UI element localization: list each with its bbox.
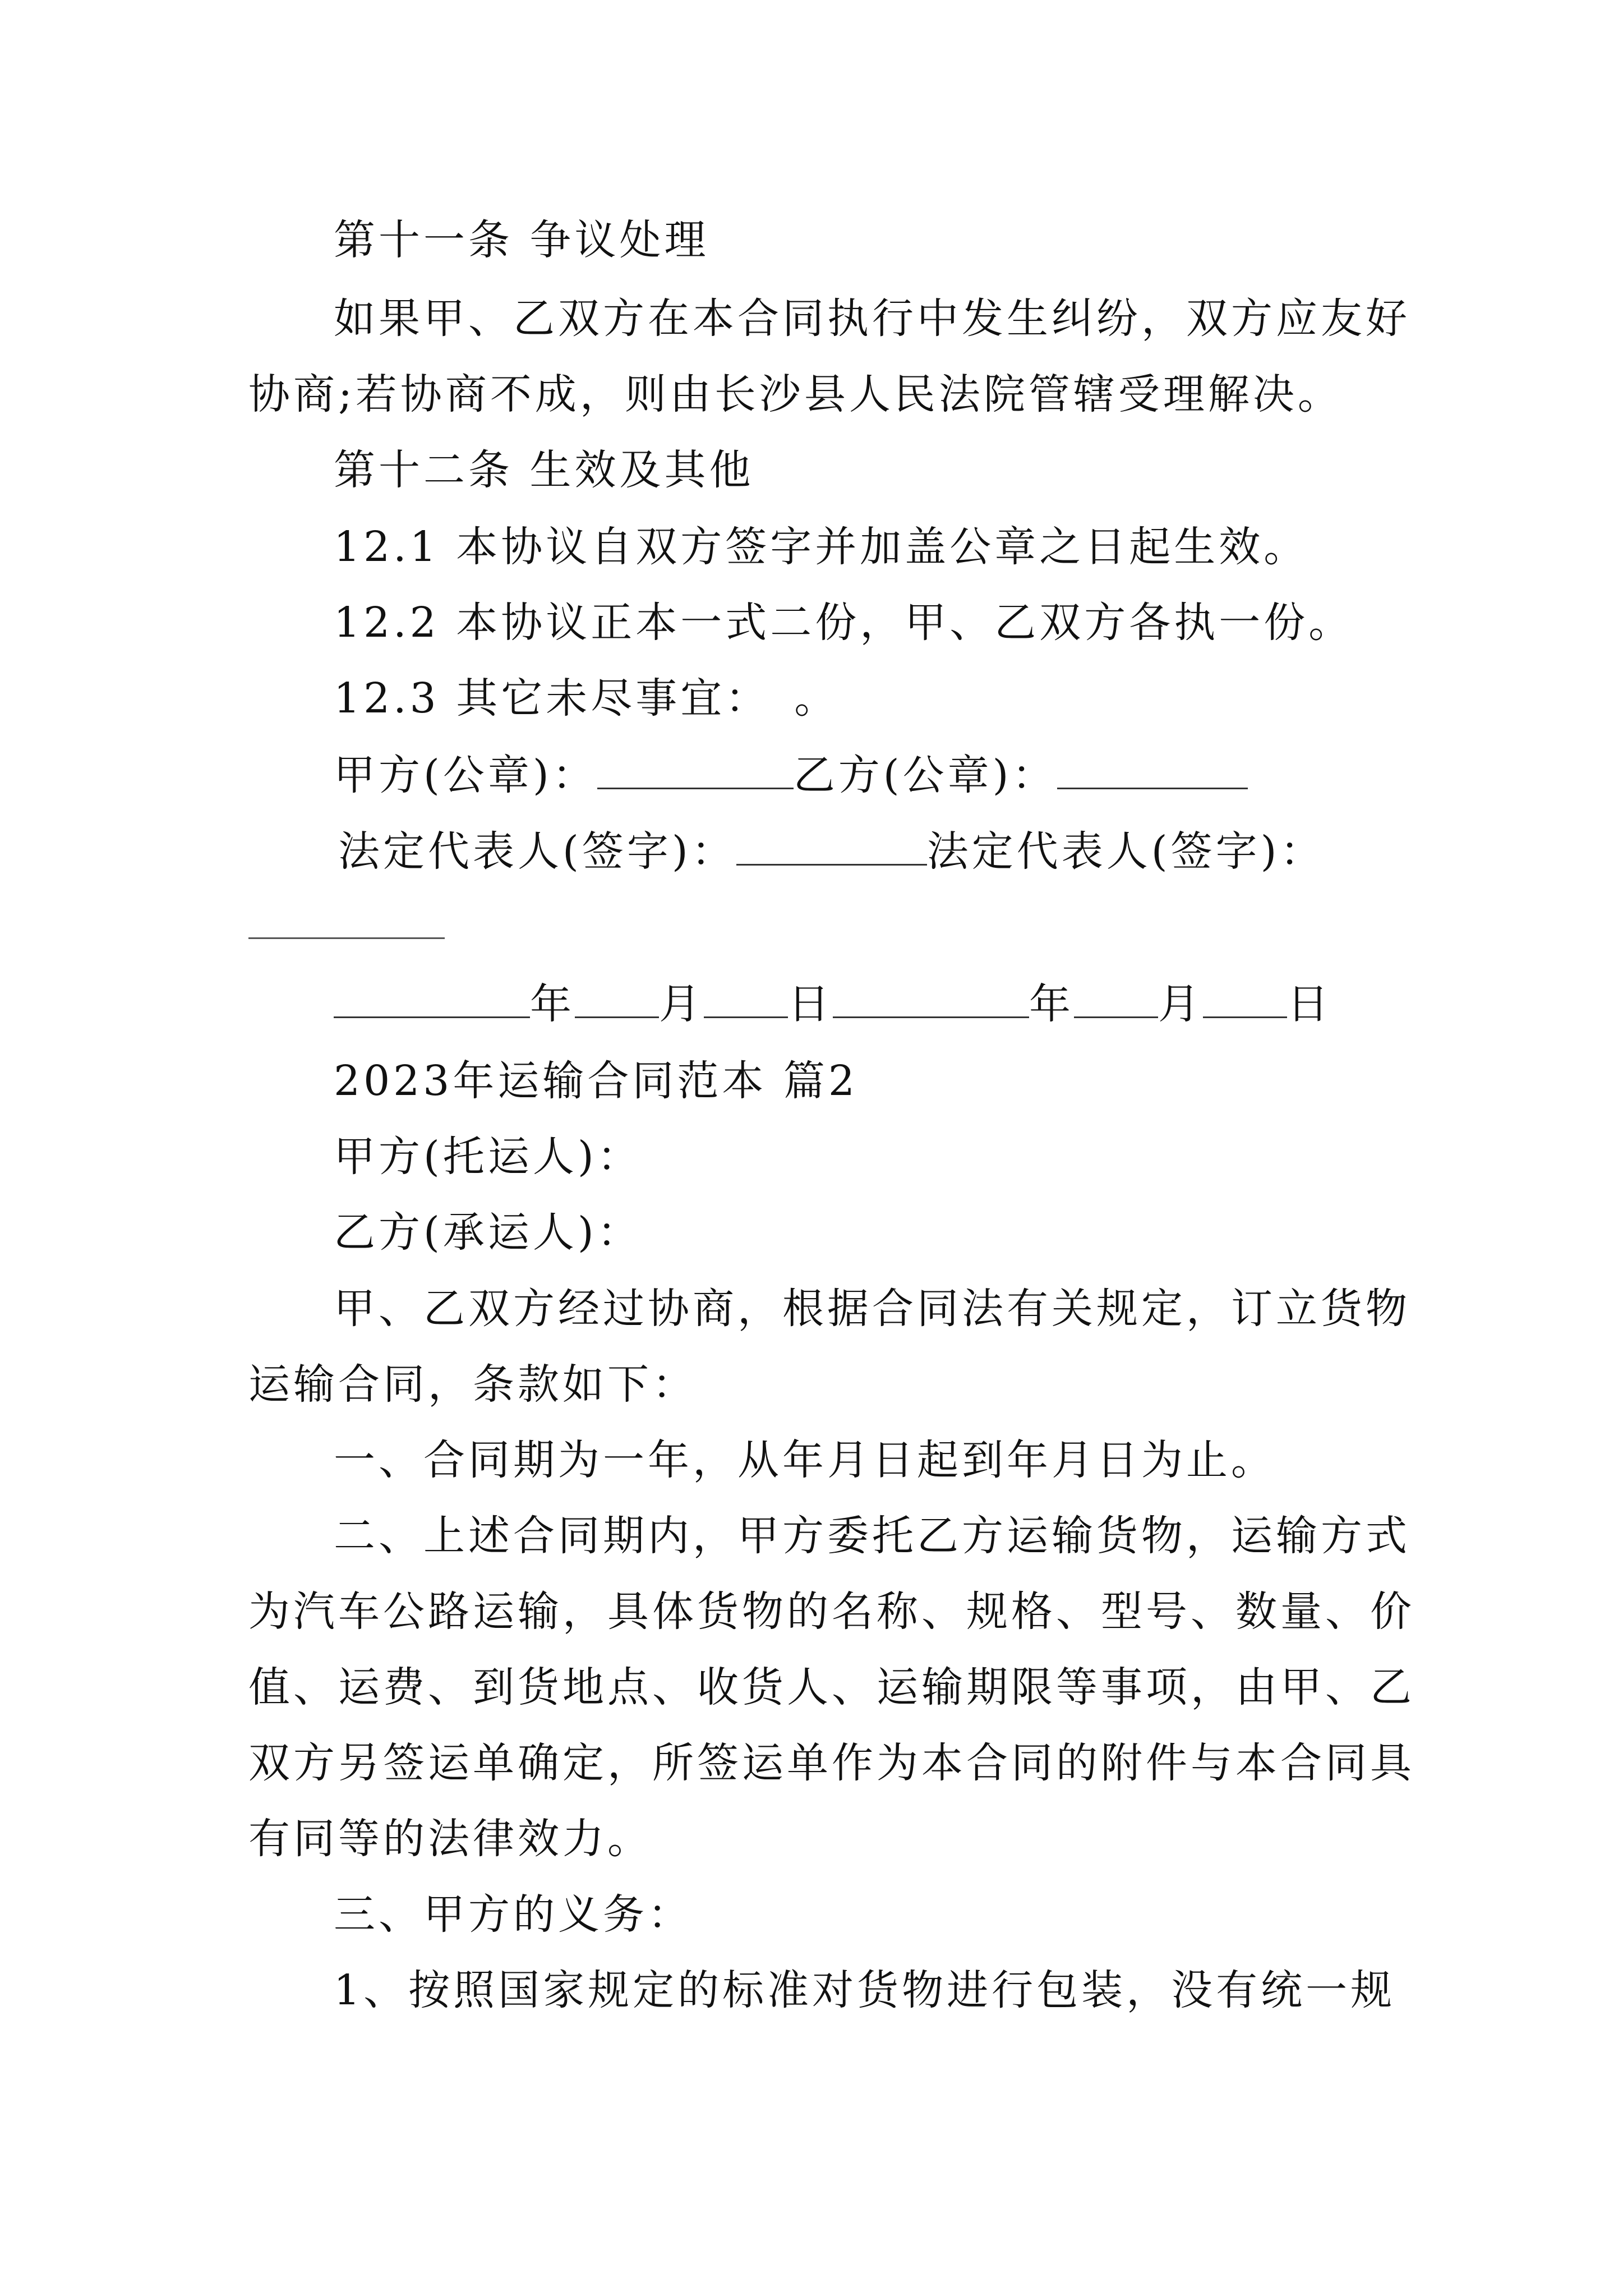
intro-line-2: 运输合同，条款如下： — [248, 1360, 697, 1409]
article-12-1: 12.1 本协议自双方签字并加盖公章之日起生效。 — [334, 523, 1309, 571]
clause-3-item-1: 1、按照国家规定的标准对货物进行包装，没有统一规 — [334, 1966, 1396, 2014]
year-a-blank — [334, 977, 530, 1018]
clause-3-heading: 三、甲方的义务： — [334, 1890, 693, 1939]
year-b-blank — [833, 977, 1029, 1018]
article-11-paragraph-line-2: 协商;若协商不成，则由长沙县人民法院管辖受理解决。 — [248, 370, 1343, 418]
party-b-seal-blank — [1057, 748, 1248, 789]
seal-signature-line — [334, 747, 1382, 803]
month-b-blank — [1074, 977, 1158, 1018]
day-a-blank — [704, 977, 788, 1018]
article-12-3: 12.3 其它未尽事宜： 。 — [334, 674, 840, 723]
rep-a-blank — [736, 825, 927, 866]
rep-a-label: 法定代表人(签字)： — [338, 827, 736, 876]
intro-line-1: 甲、乙双方经过协商，根据合同法有关规定，订立货物 — [334, 1285, 1410, 1333]
party-b-carrier: 乙方(承运人)： — [334, 1208, 642, 1257]
clause-2-line-4: 双方另签运单确定，所签运单作为本合同的附件与本合同具 — [248, 1739, 1415, 1787]
clause-2-line-3: 值、运费、到货地点、收货人、运输期限等事项，由甲、乙 — [248, 1663, 1415, 1711]
year-b-label: 年 — [1029, 980, 1074, 1028]
article-12-heading: 第十二条 生效及其他 — [334, 446, 754, 494]
party-a-seal-blank — [597, 748, 794, 789]
month-a-label: 月 — [659, 980, 704, 1028]
date-line — [334, 976, 1382, 1032]
article-11-heading: 第十一条 争议处理 — [334, 216, 709, 264]
month-a-blank — [575, 977, 659, 1018]
article-12-2: 12.2 本协议正本一式二份，甲、乙双方各执一份。 — [334, 599, 1354, 647]
party-b-seal-label: 乙方(公章)： — [793, 751, 1057, 799]
representative-signature-line — [338, 823, 1387, 880]
party-a-seal-label: 甲方(公章)： — [334, 751, 597, 799]
year-a-label: 年 — [530, 980, 575, 1028]
section-2-title: 2023年运输合同范本 篇2 — [334, 1057, 858, 1105]
day-a-label: 日 — [788, 980, 833, 1028]
day-b-blank — [1203, 977, 1287, 1018]
rep-b-label: 法定代表人(签字)： — [926, 827, 1325, 876]
clause-2-line-2: 为汽车公路运输，具体货物的名称、规格、型号、数量、价 — [248, 1588, 1415, 1636]
clause-1: 一、合同期为一年，从年月日起到年月日为止。 — [334, 1436, 1276, 1484]
clause-2-line-5: 有同等的法律效力。 — [248, 1815, 652, 1863]
article-11-paragraph-line-1: 如果甲、乙双方在本合同执行中发生纠纷，双方应友好 — [334, 295, 1410, 343]
rep-b-blank — [248, 936, 445, 939]
party-a-shipper: 甲方(托运人)： — [334, 1133, 642, 1181]
month-b-label: 月 — [1158, 980, 1203, 1028]
day-b-label: 日 — [1287, 980, 1332, 1028]
clause-2-line-1: 二、上述合同期内，甲方委托乙方运输货物，运输方式 — [334, 1512, 1410, 1560]
